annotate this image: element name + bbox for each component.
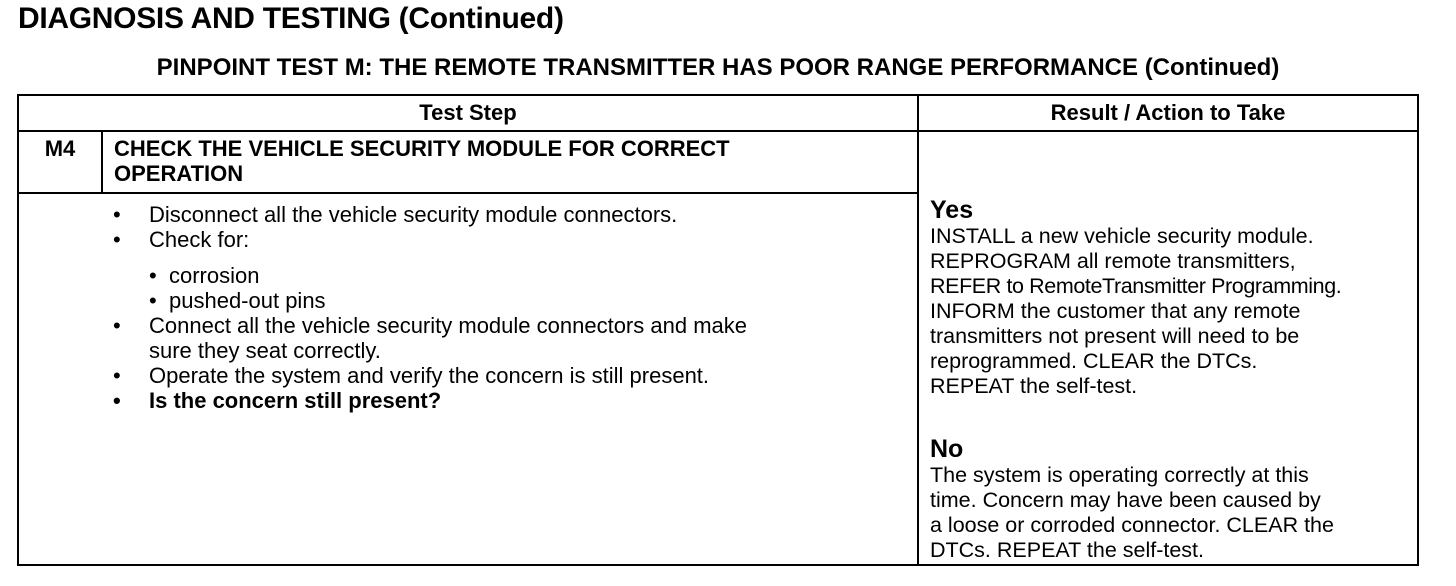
instruction-item — [111, 363, 911, 388]
bullet-icon: • — [113, 388, 121, 413]
instruction-item — [111, 227, 911, 252]
result-line: INFORM the customer that any remote — [930, 299, 1301, 323]
result-line: reprogrammed. CLEAR the DTCs. — [930, 349, 1258, 373]
bullet-icon: • — [149, 288, 157, 313]
check-text: pushed-out pins — [169, 288, 326, 313]
result-line: REPEAT the self-test. — [930, 374, 1138, 398]
step-title-line: OPERATION — [114, 161, 244, 186]
question-text: Is the concern still present? — [149, 388, 442, 413]
bullet-icon: • — [113, 363, 121, 388]
instruction-item — [111, 202, 911, 227]
check-item — [149, 263, 911, 288]
step-title — [114, 136, 894, 186]
result-line: REPROGRAM all remote transmitters, — [930, 249, 1296, 273]
bullet-icon: • — [113, 313, 121, 338]
step-title-divider — [19, 192, 917, 194]
result-no — [930, 435, 1415, 563]
instruction-text: Check for: — [149, 227, 250, 252]
result-yes — [930, 196, 1415, 399]
instruction-text: Disconnect all the vehicle security module connectors. — [149, 202, 678, 227]
header-divider — [19, 130, 1417, 132]
check-text: corrosion — [169, 263, 260, 288]
check-item — [149, 288, 911, 313]
instruction-text: sure they seat correctly. — [149, 338, 381, 363]
result-line: The system is operating correctly at this — [930, 463, 1309, 487]
pinpoint-test-table — [17, 94, 1419, 566]
result-yes-label: Yes — [930, 196, 974, 224]
result-no-label: No — [930, 435, 964, 463]
page-title: DIAGNOSIS AND TESTING (Continued) — [18, 2, 564, 35]
check-list — [149, 263, 911, 313]
result-line: INSTALL a new vehicle security module. — [930, 224, 1314, 248]
step-id: M4 — [44, 136, 76, 161]
column-divider — [917, 96, 919, 564]
result-actions — [930, 196, 1415, 563]
result-line: transmitters not present will need to be — [930, 324, 1300, 348]
instruction-question — [111, 388, 911, 413]
result-header: Result / Action to Take — [1050, 100, 1286, 125]
instruction-text: Connect all the vehicle security module connectors and make — [149, 313, 747, 338]
pinpoint-test-title: PINPOINT TEST M: THE REMOTE TRANSMITTER HAS POOR RANGE PERFORMANCE (Continued) — [156, 54, 1280, 81]
result-line: DTCs. REPEAT the self-test. — [930, 538, 1204, 562]
instruction-text: Operate the system and verify the concern is still present. — [149, 363, 710, 388]
step-id-divider — [101, 130, 103, 192]
instruction-item — [111, 313, 911, 363]
bullet-icon: • — [113, 202, 121, 227]
step-title-line: CHECK THE VEHICLE SECURITY MODULE FOR CORRECT — [114, 136, 730, 161]
test-step-header: Test Step — [419, 100, 517, 125]
result-line: time. Concern may have been caused by — [930, 488, 1321, 512]
result-line: REFER to RemoteTransmitter Programming. — [930, 274, 1342, 298]
step-instructions — [111, 202, 911, 413]
bullet-icon: • — [149, 263, 157, 288]
result-line: a loose or corroded connector. CLEAR the — [930, 513, 1334, 537]
bullet-icon: • — [113, 227, 121, 252]
